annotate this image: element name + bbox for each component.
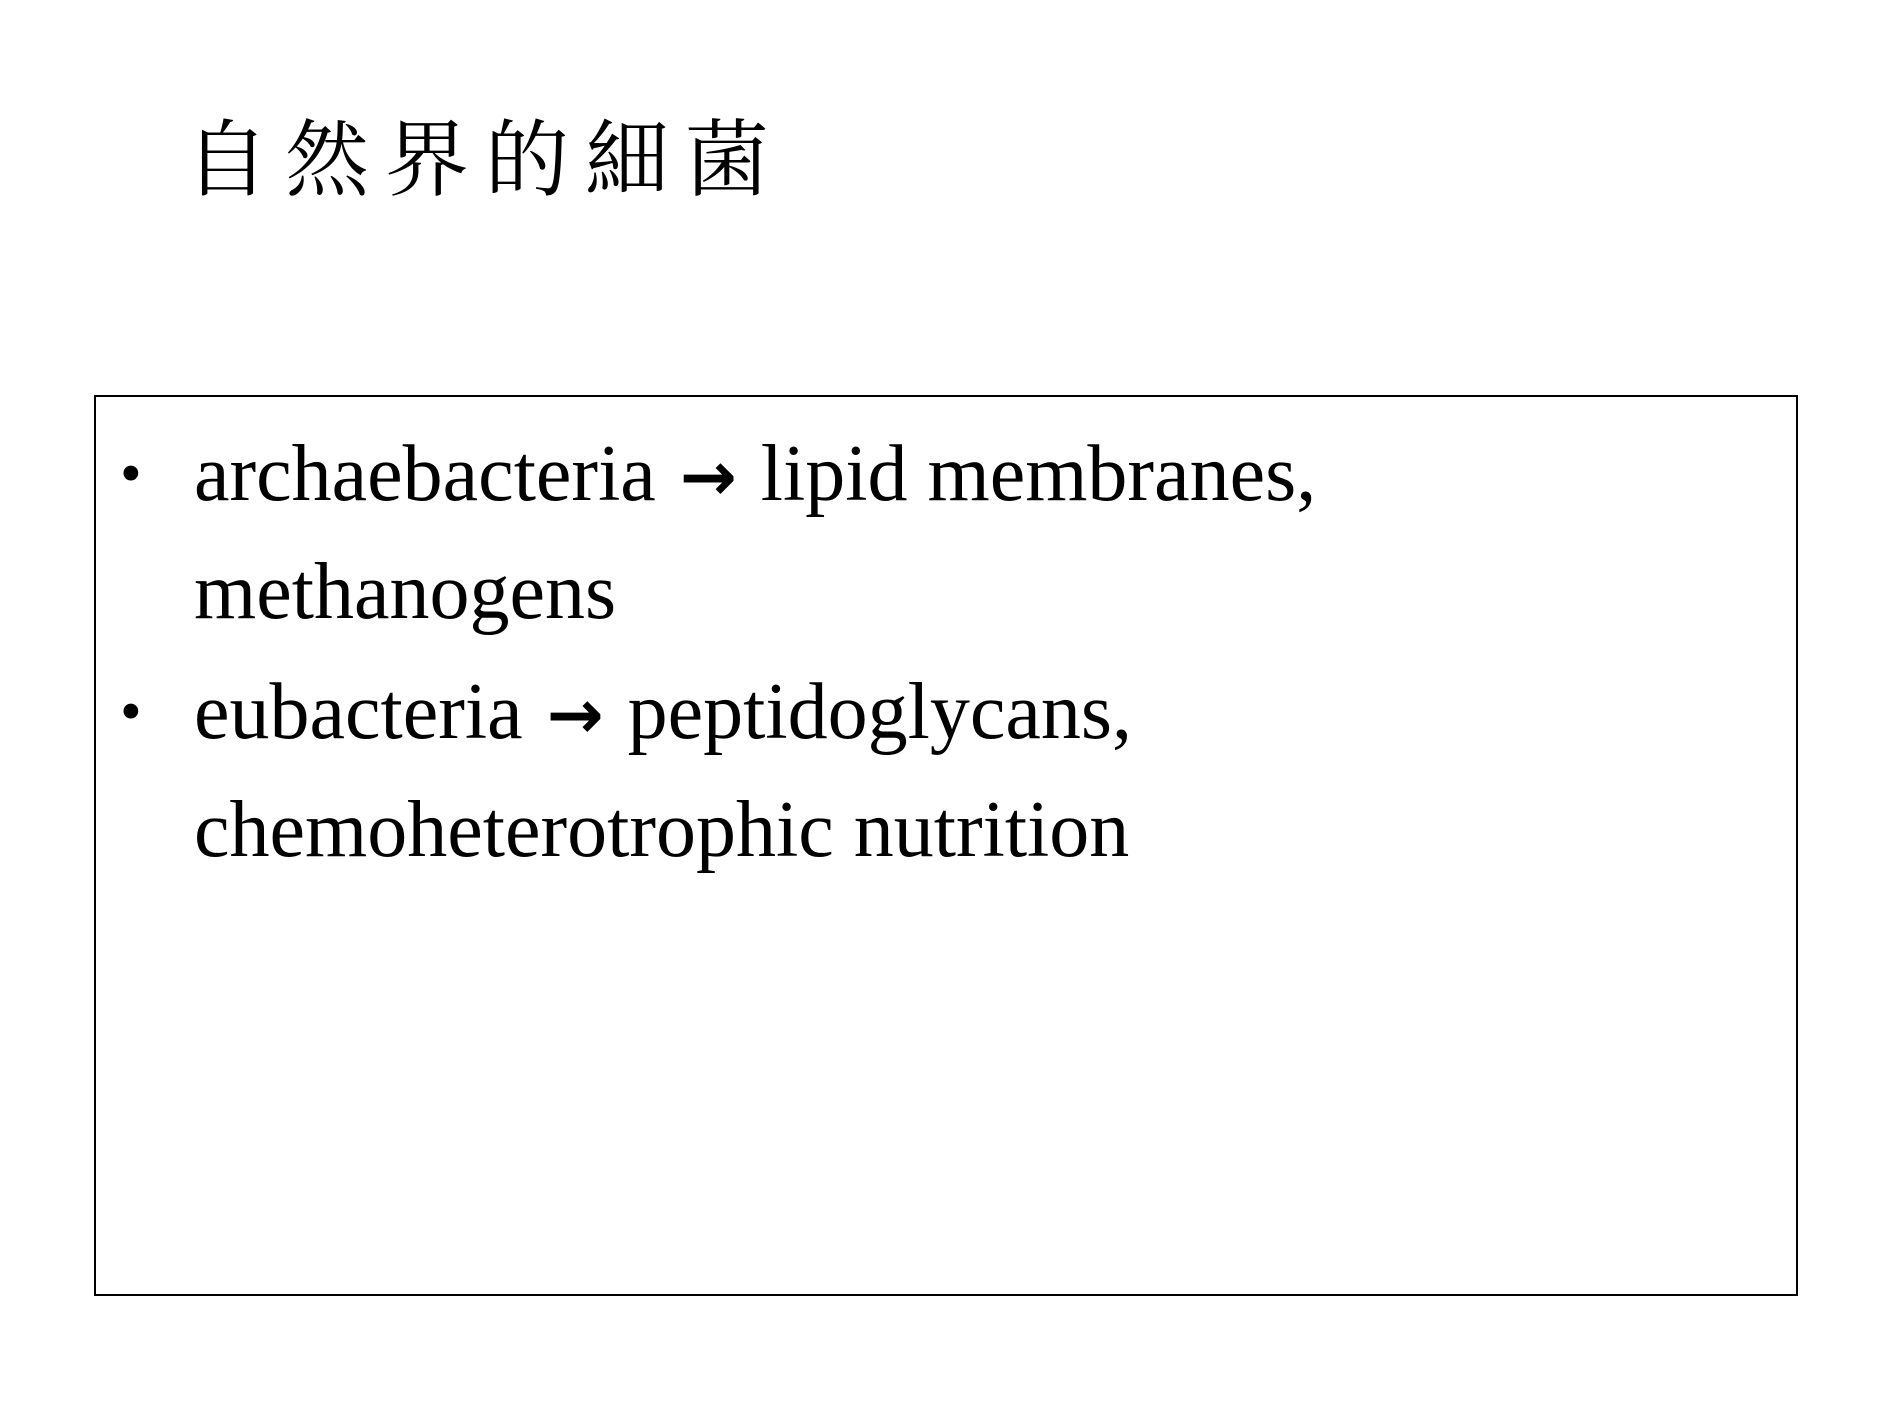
bullet-line1-rest: lipid membranes, [760, 430, 1317, 518]
bullet-item-archaebacteria [96, 417, 1796, 649]
bullet-item-eubacteria [96, 655, 1796, 887]
bullet-dot-icon: • [120, 678, 142, 746]
bullet-line2: methanogens [194, 548, 617, 636]
bullet-dot-icon: • [120, 440, 142, 508]
arrow-right-icon: → [679, 438, 737, 517]
slide-title: 自然界的細菌 [185, 111, 786, 209]
bullet-term: archaebacteria [194, 430, 656, 518]
bullet-line2: chemoheterotrophic nutrition [194, 786, 1130, 874]
bullet-list [96, 417, 1796, 893]
content-box [94, 395, 1798, 1296]
bullet-line1-rest: peptidoglycans, [627, 668, 1132, 756]
arrow-right-icon: → [546, 676, 604, 755]
bullet-term: eubacteria [194, 668, 523, 756]
